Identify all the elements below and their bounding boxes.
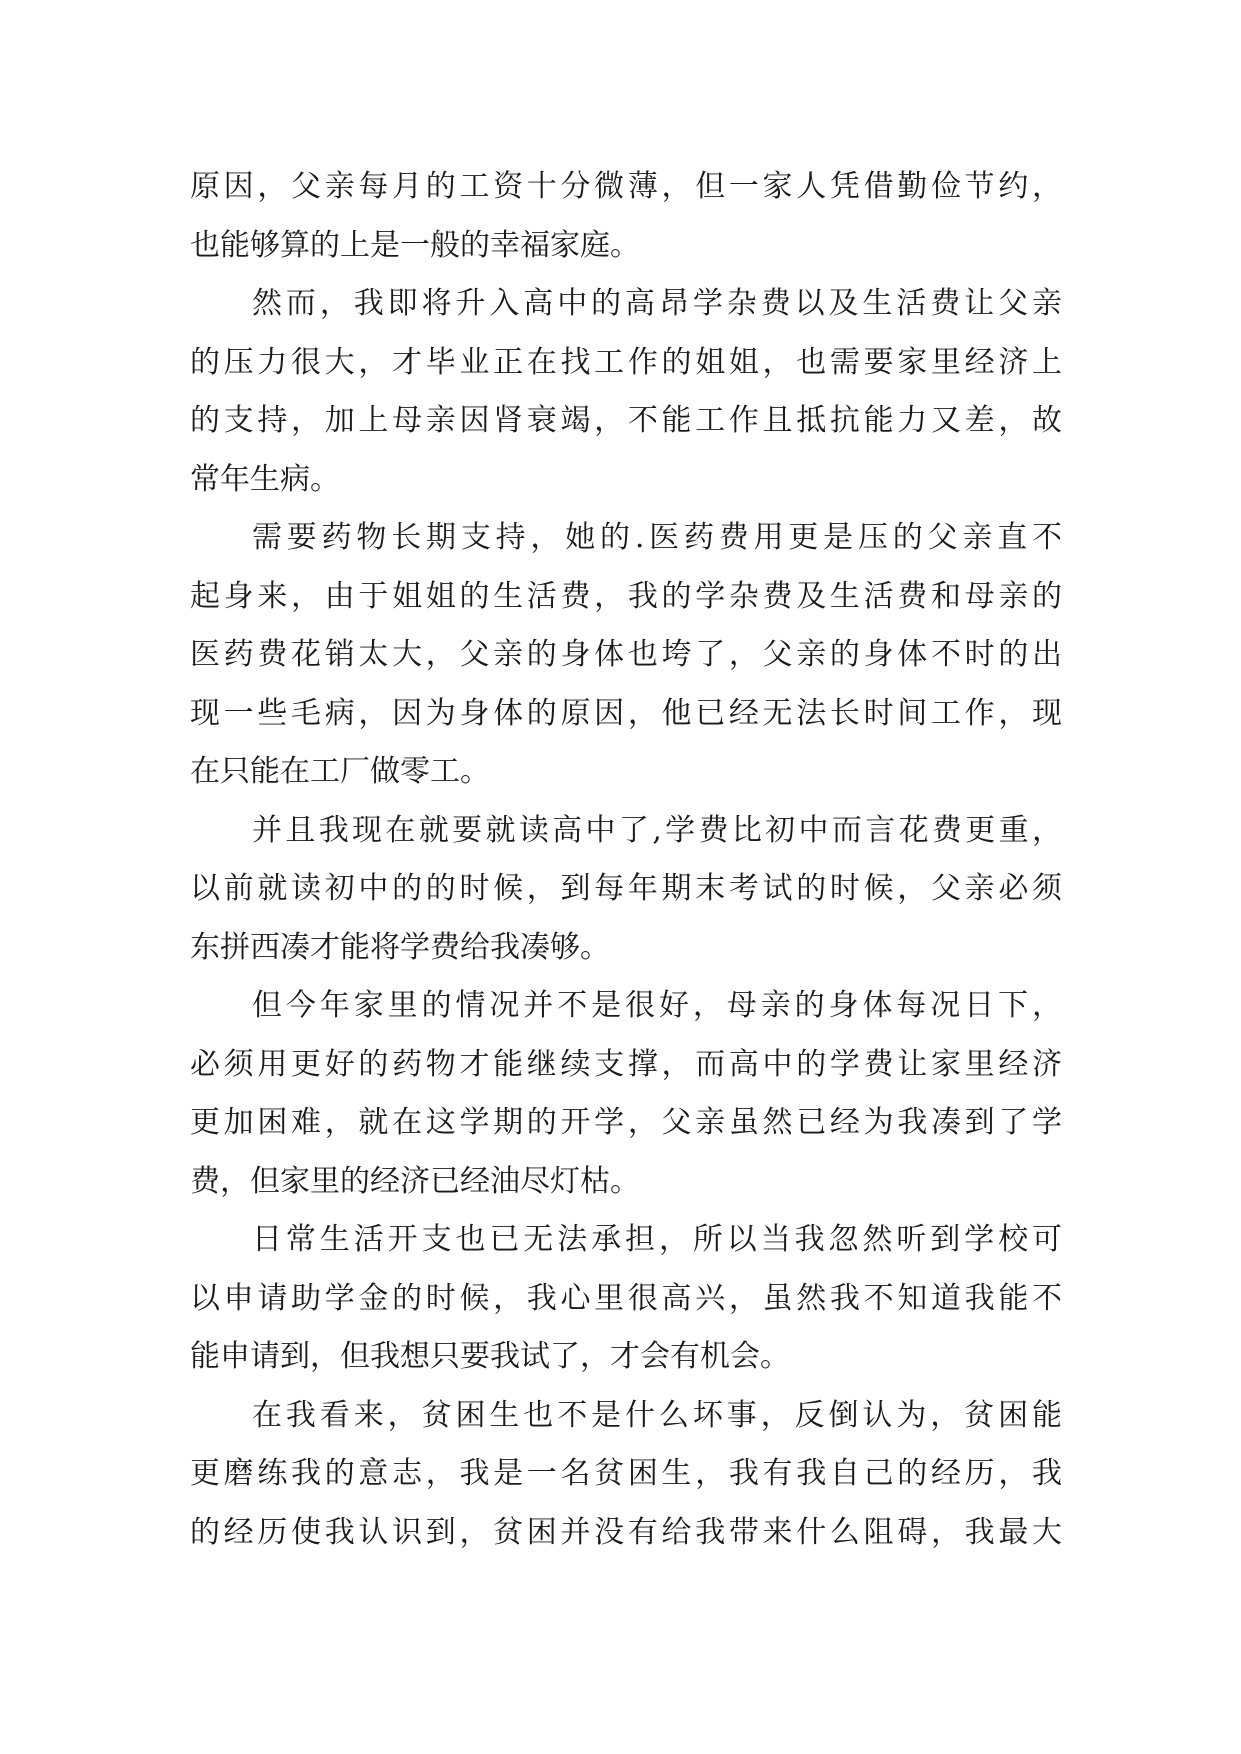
text-line: 以前就读初中的的时候，到每年期末考试的时候，父亲必须	[190, 871, 1062, 906]
text-line: 常年生病。	[190, 461, 340, 497]
text-line: 的支持，加上母亲因肾衰竭，不能工作且抵抗能力又差，故	[190, 403, 1062, 438]
text-line: 的压力很大，才毕业正在找工作的姐姐，也需要家里经济上	[190, 344, 1062, 380]
paragraph-first-line: 并且我现在就要就读高中了,学费比初中而言花费更重，	[252, 812, 1062, 848]
text-line: 在只能在工厂做零工。	[190, 754, 490, 789]
text-line: 原因，父亲每月的工资十分微薄，但一家人凭借勤俭节约，	[190, 169, 1062, 204]
text-line: 现一些毛病，因为身体的原因，他已经无法长时间工作，现	[190, 695, 1062, 731]
paragraph-first-line: 需要药物长期支持，她的.医药费用更是压的父亲直不	[252, 520, 1062, 555]
text-line: 起身来，由于姐姐的生活费，我的学杂费及生活费和母亲的	[190, 578, 1062, 614]
paragraph-first-line: 在我看来，贫困生也不是什么坏事，反倒认为，贫困能	[252, 1397, 1062, 1433]
text-line: 能申请到，但我想只要我试了，才会有机会。	[190, 1339, 790, 1374]
text-line: 以申请助学金的时候，我心里很高兴，虽然我不知道我能不	[190, 1280, 1062, 1316]
text-line: 更磨练我的意志，我是一名贫困生，我有我自己的经历，我	[190, 1456, 1062, 1491]
text-line: 更加困难，就在这学期的开学，父亲虽然已经为我凑到了学	[190, 1105, 1062, 1140]
text-line: 必须用更好的药物才能继续支撑，而高中的学费让家里经济	[190, 1046, 1062, 1082]
paragraph-first-line: 但今年家里的情况并不是很好，母亲的身体每况日下，	[252, 988, 1062, 1023]
text-line: 东拼西凑才能将学费给我凑够。	[190, 929, 610, 965]
text-line: 医药费花销太大，父亲的身体也垮了，父亲的身体不时的出	[190, 637, 1062, 672]
text-line: 的经历使我认识到，贫困并没有给我带来什么阻碍，我最大	[190, 1514, 1062, 1550]
paragraph-first-line: 日常生活开支也已无法承担，所以当我忽然听到学校可	[252, 1222, 1062, 1257]
document-body	[190, 158, 1062, 1562]
text-line: 费，但家里的经济已经油尽灯枯。	[190, 1163, 640, 1199]
paragraph-first-line: 然而，我即将升入高中的高昂学杂费以及生活费让父亲	[252, 286, 1062, 321]
text-line: 也能够算的上是一般的幸福家庭。	[190, 227, 640, 263]
